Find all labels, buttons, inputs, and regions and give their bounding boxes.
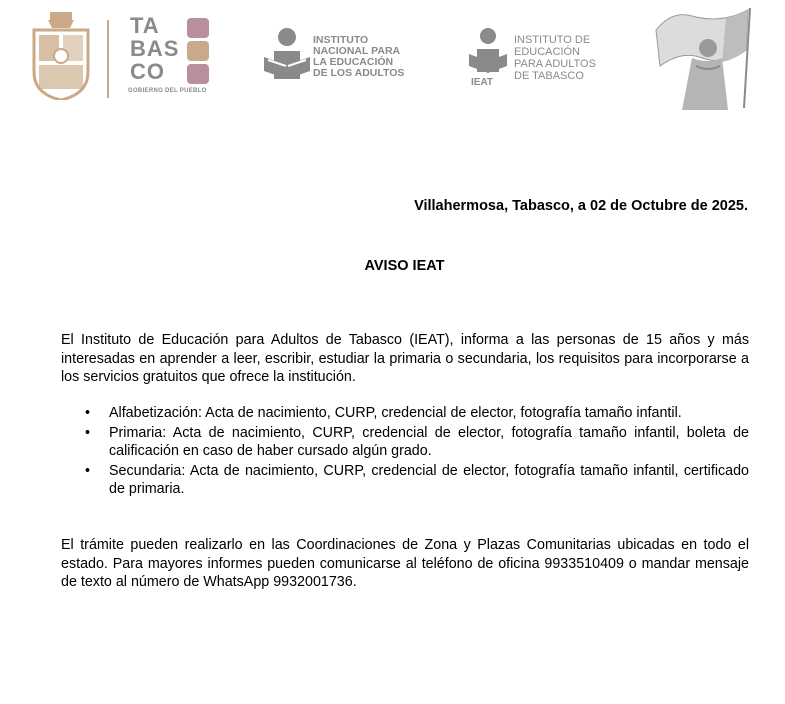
ieat-line-3: PARA ADULTOS xyxy=(514,58,596,70)
requirement-text: Primaria: Acta de nacimiento, CURP, credencial de elector, fotografía tamaño infantil, boleta de calificación en caso de haber cursado algún grado. xyxy=(109,424,749,459)
bullet-icon: • xyxy=(85,424,91,441)
inea-line-2: NACIONAL PARA xyxy=(313,45,401,57)
tabasco-glyph-icon xyxy=(185,16,213,86)
tabasco-crest-icon xyxy=(30,12,92,100)
list-item xyxy=(61,404,749,423)
bullet-icon: • xyxy=(85,405,91,421)
tabasco-line-3: CO xyxy=(130,59,165,84)
inea-line-3: LA EDUCACIÓN xyxy=(313,56,394,68)
inea-line-4: DE LOS ADULTOS xyxy=(313,67,405,79)
intro-paragraph: El Instituto de Educación para Adultos de Tabasco (IEAT), informa a las personas de 15 años y más interesadas en aprender a leer, escribir, estudiar la primaria o secundaria, los requisitos para incorporarse a los servicios gratuitos que ofrece la institución. xyxy=(61,332,749,385)
bullet-icon: • xyxy=(85,462,91,479)
letterhead xyxy=(0,0,785,112)
requirements-list xyxy=(61,404,749,500)
tabasco-line-1: TA xyxy=(130,13,160,38)
ieat-line-1: INSTITUTO DE xyxy=(514,34,591,46)
logo-divider xyxy=(107,20,109,98)
closing-paragraph: El trámite pueden realizarlo en las Coordinaciones de Zona y Plazas Comunitarias ubicadas en todo el estado. Para mayores informes pueden comunicarse al teléfono de oficina 9933510409 o mandar mensaje de texto al número de WhatsApp 9932001736. xyxy=(61,537,749,590)
ieat-line-4: DE TABASCO xyxy=(514,70,584,82)
page-title: AVISO IEAT xyxy=(364,258,445,274)
ieat-reader-icon xyxy=(469,28,507,76)
tabasco-line-2: BAS xyxy=(130,36,180,61)
ieat-acronym: IEAT xyxy=(471,77,494,88)
list-item xyxy=(61,424,749,461)
inea-name xyxy=(313,35,404,79)
dateline: Villahermosa, Tabasco, a 02 de Octubre de 2025. xyxy=(414,198,748,214)
ieat-name xyxy=(514,34,596,82)
tabasco-tagline: GOBIERNO DEL PUEBLO xyxy=(128,88,207,94)
reader-figure-icon xyxy=(264,27,310,83)
list-item xyxy=(61,462,749,499)
requirement-text: Secundaria: Acta de nacimiento, CURP, credencial de elector, fotografía tamaño infantil, certificado de primaria. xyxy=(109,462,749,497)
ieat-line-2: EDUCACIÓN xyxy=(514,46,581,58)
requirement-text: Alfabetización: Acta de nacimiento, CURP, credencial de elector, fotografía tamaño infantil. xyxy=(109,405,682,421)
inea-line-1: INSTITUTO xyxy=(313,34,369,46)
heroine-flag-icon xyxy=(652,6,758,110)
tabasco-wordmark xyxy=(130,14,179,83)
